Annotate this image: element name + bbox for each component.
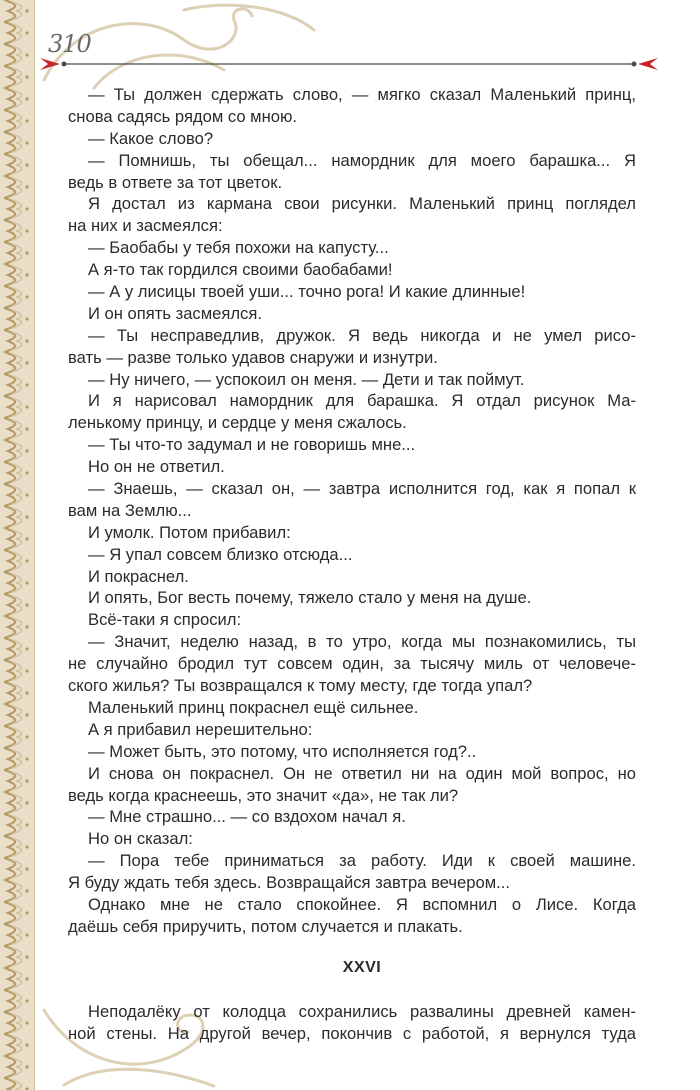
text-line: А я прибавил нерешительно: [88, 719, 313, 739]
text-line: ленькому принцу, и сердце у меня сжалось. [68, 413, 407, 433]
text-line: — Ну ничего, — успокоил он меня. — Дети и так поймут. [88, 369, 525, 389]
text-line: — Значит, неделю назад, в то утро, когда мы познакомились, ты [88, 632, 636, 652]
text-line: И я нарисовал намордник для барашка. Я отдал рисунок Ма- [88, 391, 636, 411]
text-line: — Баобабы у тебя похожи на капусту... [88, 238, 389, 258]
text-line: ведь когда краснеешь, это значит «да», не так ли? [68, 785, 459, 805]
text-line: ной стены. На другой вечер, покончив с работой, я вернулся туда [68, 1023, 636, 1043]
text-line: не случайно бродил тут совсем один, за тысячу миль от человече- [68, 654, 636, 674]
text-line: — А у лисицы твоей уши... точно рога! И какие длинные! [88, 282, 526, 302]
text-line: — Пора тебе приниматься за работу. Иди к своей машине. [88, 851, 636, 871]
text-line: — Мне страшно... — со вздохом начал я. [88, 807, 406, 827]
chapter-heading: XXVI [342, 958, 382, 976]
text-line: даёшь себя приручить, потом случается и плакать. [68, 916, 463, 936]
rule-ornament-left [40, 58, 60, 70]
text-line: Всё-таки я спросил: [88, 610, 242, 630]
text-line: вать — разве только удавов снаружи и изнутри. [68, 347, 438, 367]
text-line: — Знаешь, — сказал он, — завтра исполнится год, как я попал к [88, 479, 636, 499]
text-line: И он опять засмеялся. [88, 303, 262, 323]
text-block-main [68, 84, 636, 938]
text-line: Однако мне не стало спокойнее. Я вспомнил о Лисе. Когда [88, 894, 636, 914]
border-pattern [0, 0, 34, 1090]
text-line: — Какое слово? [88, 128, 214, 148]
text-line: И покраснел. [88, 566, 189, 586]
text-line: снова садясь рядом со мною. [68, 106, 298, 126]
text-line: — Помнишь, ты обещал... намордник для моего барашка... Я [88, 150, 636, 170]
rule-ornament-right [638, 58, 658, 70]
text-line: Я достал из кармана свои рисунки. Маленький принц поглядел [88, 194, 636, 214]
text-line: И опять, Бог весть почему, тяжело стало у меня на душе. [88, 588, 532, 608]
text-line: ского жилья? Ты возвращался к тому месту, где тогда упал? [68, 676, 533, 696]
text-line: И снова он покраснел. Он не ответил ни на один мой вопрос, но [88, 763, 636, 783]
text-line: — Я упал совсем близко отсюда... [88, 544, 353, 564]
text-line: — Ты должен сдержать слово, — мягко сказал Маленький принц, [88, 85, 636, 104]
body-text [68, 84, 636, 1044]
text-line: Но он сказал: [88, 829, 193, 849]
header-rule [38, 50, 660, 78]
text-line: на них и засмеялся: [68, 216, 223, 236]
text-line: Я буду ждать тебя здесь. Возвращайся завтра вечером... [68, 873, 510, 893]
text-line: И умолк. Потом прибавил: [88, 522, 291, 542]
text-line: — Ты несправедлив, дружок. Я ведь никогда и не умел рисо- [88, 325, 636, 345]
text-line: ведь в ответе за тот цветок. [68, 172, 283, 192]
text-line: вам на Землю... [68, 500, 192, 520]
text-line: — Ты что-то задумал и не говоришь мне... [88, 435, 416, 455]
page-number: 310 [48, 30, 91, 58]
text-line: А я-то так гордился своими баобабами! [88, 260, 393, 280]
text-line: Неподалёку от колодца сохранились развалины древней камен- [88, 1001, 636, 1021]
text-line: Но он не ответил. [88, 457, 225, 477]
text-line: — Может быть, это потому, что исполняется год?.. [88, 741, 477, 761]
text-block-chapter [68, 1001, 636, 1045]
text-line: Маленький принц покраснел ещё сильнее. [88, 697, 419, 717]
ornamental-border [0, 0, 35, 1090]
